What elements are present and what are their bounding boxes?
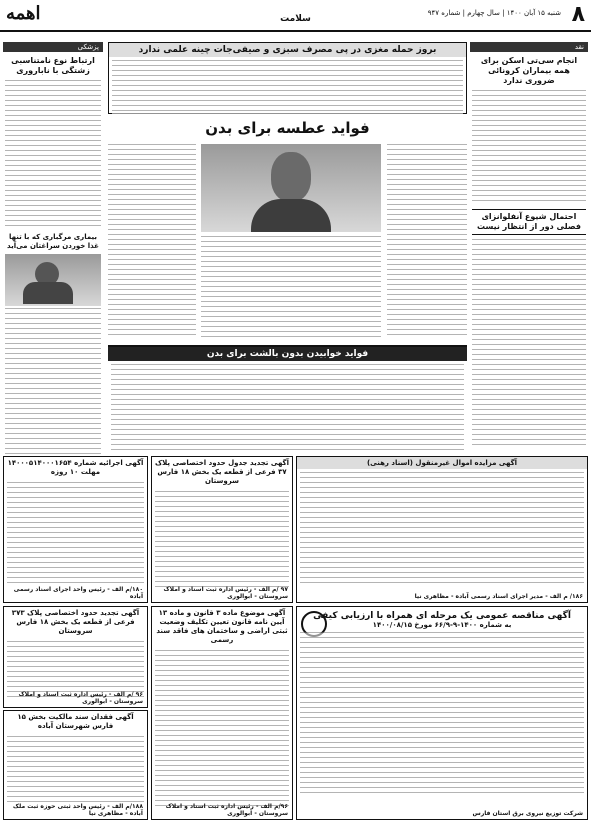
section-title: سلامت bbox=[280, 14, 311, 24]
ad-lost-deed-title: آگهی فقدان سند مالکیت بخش ۱۵ فارس شهرستان آباده bbox=[17, 713, 134, 730]
top-article-headline: بروز حمله مغزی در پی مصرف سبزی و صیفی‌جات چینه علمی ندارد bbox=[109, 43, 466, 57]
left-column-subheadline: بیماری مرگباری که با تنها غذا خوردن سراغتان می‌آید bbox=[7, 233, 99, 250]
second-article-headline: فواید خوابیدن بدون بالشت برای بدن bbox=[108, 347, 467, 361]
ad-registration-title: آگهی موضوع ماده ۳ قانون و ماده ۱۳ آیین نامه قانون تعیین تکلیف وضعیت ثبتی اراضی و ساختمان های فاقد سند رسمی bbox=[156, 609, 288, 644]
ad-boundary-37 bbox=[151, 456, 293, 603]
ad-execution-title: آگهی اجرائیه شماره ۱۴۰۰۰۵۱۴۰۰۰۱۶۵۴ مهلت ۱۰ روزه bbox=[7, 459, 144, 476]
ad-execution-footer: ۱۸۰/م الف - رئیس واحد اجرای اسناد رسمی آباده bbox=[13, 586, 143, 600]
ad-execution bbox=[3, 456, 148, 603]
ad-boundary-37-text bbox=[155, 491, 289, 591]
ad-registration bbox=[151, 606, 293, 820]
newspaper-logo: اهمه bbox=[6, 3, 41, 24]
main-article-text-right bbox=[387, 144, 467, 339]
ad-execution-text bbox=[7, 482, 144, 587]
left-column-text-1 bbox=[5, 80, 101, 230]
ad-boundary-37-title: آگهی تجدید جدول حدود اختصاصی پلاک ۳۷ فرعی از قطعه یک بخش ۱۸ فارس سروستان bbox=[154, 459, 290, 485]
ad-tender-subtitle: به شماره ۱۴۰۰-۹-۶۶/۹ مورخ ۱۴۰۰/۰۸/۱۵ bbox=[372, 621, 512, 629]
ad-lost-deed-footer: ۱۸۸/م الف - رئیس واحد ثبتی حوزه ثبت ملک آباده - مظاهری نیا bbox=[12, 803, 143, 817]
ad-registration-footer: ۹۶/م الف - رئیس اداره ثبت اسناد و املاک سروستان - ابوالوری bbox=[165, 803, 288, 817]
left-column-text-2 bbox=[5, 308, 101, 458]
ad-tender-title: آگهی مناقصه عمومی یک مرحله ای همراه با ارزیابی کیفی bbox=[313, 611, 571, 621]
left-column-label: پزشکی bbox=[3, 42, 103, 52]
page-header bbox=[0, 0, 591, 32]
main-article-text-center bbox=[201, 236, 381, 339]
right-column-headline: انجام سی‌تی اسکن برای همه بیماران کرونائی ضروری ندارد bbox=[480, 56, 578, 85]
ad-tender bbox=[296, 606, 588, 820]
main-article-headline: فواید عطسه برای بدن bbox=[205, 119, 370, 137]
ad-auction-text bbox=[300, 472, 584, 587]
ad-lost-deed-text bbox=[7, 736, 144, 806]
top-article bbox=[108, 42, 467, 114]
right-column-label: نقد bbox=[470, 42, 588, 52]
left-column-headline: ارتباط نوع نامتناسبی زشتگی با ناباروری bbox=[11, 56, 95, 75]
main-article bbox=[108, 116, 467, 341]
right-column-text-2 bbox=[472, 239, 586, 449]
ad-auction-footer: ۱۸۶/ م الف - مدیر اجرای اسناد رسمی آباده - مظاهری نیا bbox=[414, 593, 583, 600]
right-column bbox=[470, 42, 588, 452]
dateline: شنبه ۱۵ آبان ۱۴۰۰ | سال چهارم | شماره ۹۴۷ bbox=[427, 9, 561, 17]
second-article bbox=[108, 345, 467, 452]
ad-tender-text bbox=[300, 632, 584, 797]
ad-auction-title: آگهی مزایده اموال غیرمنقول (اسناد رهنی) bbox=[297, 457, 587, 469]
ad-boundary-37-footer: ۹۷ /م الف - رئیس اداره ثبت اسناد و املاک سروستان - ابوالوری bbox=[163, 586, 288, 600]
page-number: ۸ bbox=[571, 2, 585, 27]
ad-auction bbox=[296, 456, 588, 603]
sneezing-man-photo bbox=[201, 144, 381, 232]
right-column-text-1 bbox=[472, 90, 586, 205]
main-article-text-left bbox=[108, 144, 196, 339]
ad-boundary-373-footer: ۹۶ /م الف - رئیس اداره ثبت اسناد و املاک سروستان - ابوالوری bbox=[18, 691, 143, 705]
second-article-text bbox=[111, 364, 464, 452]
right-column-subheadline: احتمال شیوع آنفلوانزای فصلی دور از انتظار نیست bbox=[472, 209, 586, 235]
ad-lost-deed bbox=[3, 710, 148, 820]
top-article-text bbox=[112, 60, 463, 114]
ad-boundary-373 bbox=[3, 606, 148, 708]
ad-registration-text bbox=[155, 650, 289, 810]
man-eating-photo bbox=[5, 254, 101, 306]
left-column bbox=[3, 42, 103, 450]
ad-tender-footer: شرکت توزیع نیروی برق استان فارس bbox=[472, 810, 583, 817]
ad-boundary-373-title: آگهی تجدید حدود اختصاصی پلاک ۳۷۳ فرعی از قطعه یک بخش ۱۸ فارس سروستان bbox=[11, 609, 140, 635]
